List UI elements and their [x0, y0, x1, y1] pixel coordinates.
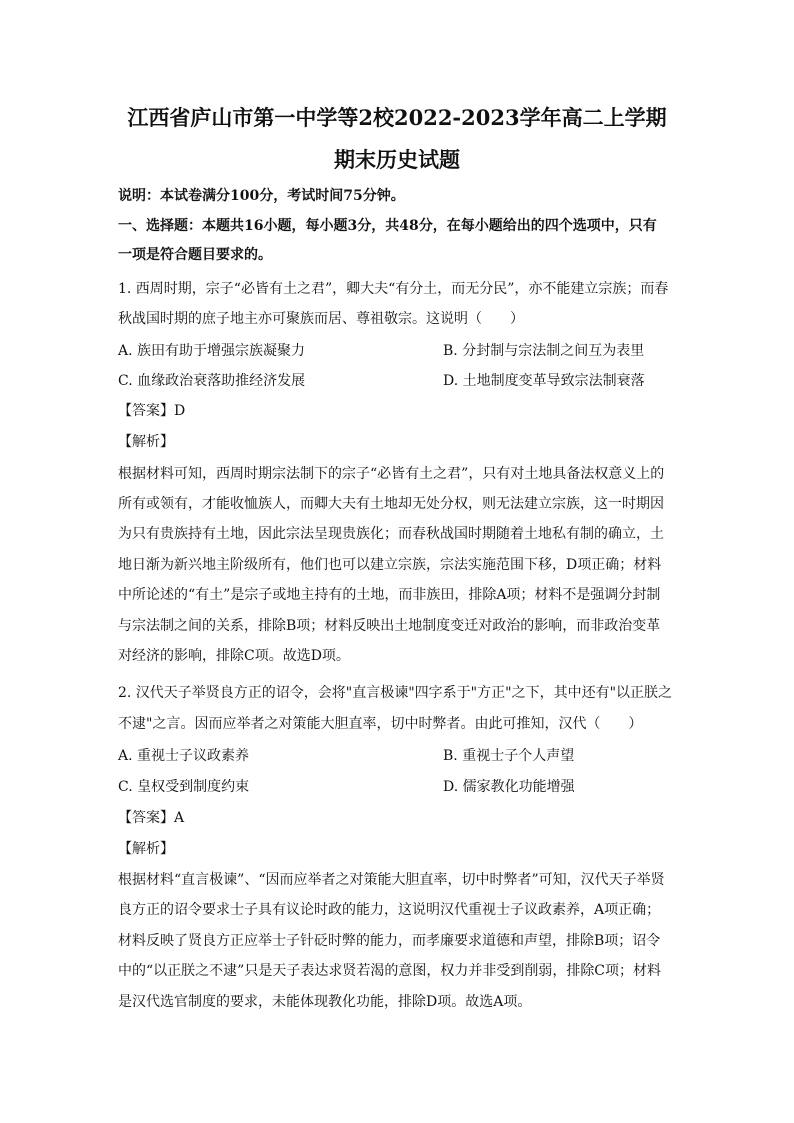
question-1-analysis-line-4: 地日渐为新兴地主阶级所有，他们也可以建立宗族，宗法实施范围下移，D项正确；材料	[118, 557, 662, 573]
question-1-analysis-line-2: 所有或领有，才能收恤族人，而卿大夫有土地却无处分权，则无法建立宗族，这一时期因	[118, 496, 664, 512]
exam-note: 说明：本试卷满分100分，考试时间75分钟。	[118, 188, 405, 204]
question-1-analysis-line-6: 与宗法制之间的关系，排除B项；材料反映出土地制度变迁对政治的影响，而非政治变革	[118, 618, 661, 634]
question-2-stem-line-1: 2. 汉代天子举贤良方正的诏令，会将"直言极谏"四字系于"方正"之下，其中还有"以正朕之	[118, 685, 673, 701]
question-2-stem-line-2: 不逮"之言。因而应举者之对策能大胆直率，切中时弊者。由此可推知，汉代（ ）	[118, 716, 643, 732]
document-title-line-1: 江西省庐山市第一中学等2校2022-2023学年高二上学期	[127, 105, 667, 130]
question-1-analysis-line-1: 根据材料可知，西周时期宗法制下的宗子“必皆有土之君”，只有对土地具备法权意义上的	[118, 466, 665, 482]
question-2-option-c: C. 皇权受到制度约束	[118, 779, 250, 795]
question-1-option-a: A. 族田有助于增强宗族凝聚力	[118, 343, 306, 359]
question-1-analysis-line-3: 为只有贵族持有土地，因此宗法呈现贵族化；而春秋战国时期随着土地私有制的确立，土	[118, 526, 664, 542]
section-heading-line-1: 一、选择题：本题共16小题，每小题3分，共48分，在每小题给出的四个选项中，只有	[118, 218, 657, 234]
question-1-option-d: D. 土地制度变革导致宗法制衰落	[443, 373, 645, 389]
question-2-analysis-line-3: 材料反映了贤良方正应举士子针砭时弊的能力，而孝廉要求道德和声望，排除B项；诏令	[118, 933, 661, 949]
question-1-stem-line-1: 1. 西周时期，宗子“必皆有土之君”，卿大夫“有分土，而无分民”，亦不能建立宗族；而春	[118, 281, 669, 297]
question-1-analysis-line-5: 中所论述的“有土”是宗子或地主持有的土地，而非族田，排除A项；材料不是强调分封制	[118, 587, 661, 603]
question-1-analysis-line-7: 对经济的影响，排除C项。故选D项。	[118, 648, 350, 664]
question-2-option-a: A. 重视士子议政素养	[118, 748, 250, 764]
question-1-analysis-heading: 【解析】	[118, 434, 174, 450]
document-title-line-2: 期末历史试题	[334, 147, 460, 172]
question-1-option-c: C. 血缘政治衰落助推经济发展	[118, 373, 306, 389]
question-2-analysis-heading: 【解析】	[118, 841, 174, 857]
question-1-stem-line-2: 秋战国时期的庶子地主亦可聚族而居、尊祖敬宗。这说明（ ）	[118, 311, 524, 327]
question-2-option-d: D. 儒家教化功能增强	[443, 779, 575, 795]
question-2-analysis-line-5: 是汉代选官制度的要求，未能体现教化功能，排除D项。故选A项。	[118, 994, 532, 1010]
question-2-option-b: B. 重视士子个人声望	[443, 748, 575, 764]
question-2-analysis-line-2: 良方正的诏令要求士子具有议论时政的能力，这说明汉代重视士子议政素养，A项正确；	[118, 902, 661, 918]
question-1-answer: 【答案】D	[118, 403, 186, 419]
question-2-analysis-line-4: 中的“以正朕之不逮”只是天子表达求贤若渴的意图，权力并非受到削弱，排除C项；材料	[118, 963, 662, 979]
question-2-answer: 【答案】A	[118, 810, 185, 826]
question-1-option-b: B. 分封制与宗法制之间互为表里	[443, 343, 645, 359]
question-2-analysis-line-1: 根据材料“直言极谏”、“因而应举者之对策能大胆直率，切中时弊者”可知，汉代天子举贤	[118, 872, 665, 888]
section-heading-line-2: 一项是符合题目要求的。	[118, 247, 272, 263]
